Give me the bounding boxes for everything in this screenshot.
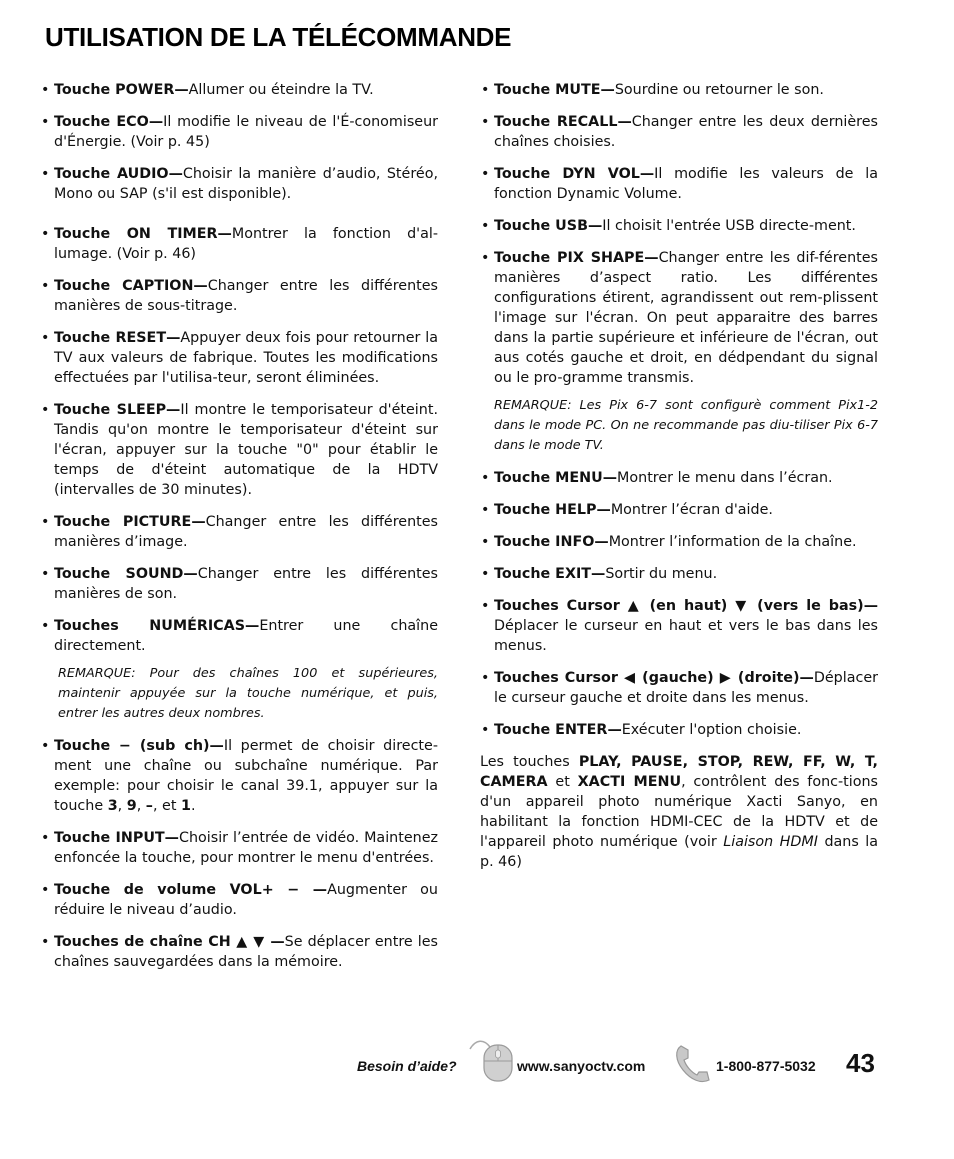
item-text: Changer entre les dif-férentes manières d’aspect ratio. Les différentes configurations étirent, agrandissent out rem-plissent l'image sur l'écran. On peut apparaitre des barres dans la partie supérieure et inférieure de l'écran, out aus cotés gauche et droit, en dédpendant du signal ou le pro-gramme transmis.	[494, 250, 878, 386]
item-key: Touche USB—	[494, 218, 603, 234]
item-text: Se déplacer entre les chaînes sauvegardées dans la mémoire.	[54, 934, 438, 970]
item-text: Montrer l’écran d'aide.	[610, 502, 773, 518]
item-text: Allumer ou éteindre la TV.	[188, 82, 374, 98]
help-label: Besoin d’aide?	[357, 1058, 457, 1074]
para-keys: PLAY, PAUSE, STOP, REW, FF, W, T, CAMERA	[480, 754, 878, 790]
minus-symbol: −	[118, 738, 131, 754]
separator: ,	[136, 798, 146, 814]
list-item	[480, 500, 878, 520]
item-key: Touche	[54, 738, 111, 754]
list-item	[40, 224, 438, 264]
bullet: •	[481, 598, 490, 614]
bullet: •	[481, 114, 490, 130]
telephone-icon	[673, 1042, 715, 1084]
item-text: Il choisit l'entrée USB directe-ment.	[602, 218, 856, 234]
remark-note: REMARQUE: Les Pix 6-7 sont configurè comment Pix1-2 dans le mode PC. On ne recommande pas diu-tiliser Pix 6-7 dans le mode TV.	[494, 398, 878, 453]
list-item	[480, 596, 878, 656]
bullet: •	[41, 514, 50, 530]
item-text: Changer entre les deux dernières chaînes choisies.	[494, 114, 878, 150]
bullet: •	[41, 166, 50, 182]
page-title: UTILISATION DE LA TÉLÉCOMMANDE	[45, 22, 512, 52]
bullet: •	[41, 566, 50, 582]
list-item	[40, 328, 438, 388]
bullet: •	[41, 934, 50, 950]
list-item	[40, 828, 438, 868]
key-digit: 1	[180, 798, 191, 814]
item-key: Touche CAPTION—	[54, 278, 208, 294]
key-digit: 9	[126, 798, 137, 814]
list-item	[480, 564, 878, 584]
item-key: Touche SLEEP—	[54, 402, 181, 418]
page-footer	[0, 1050, 954, 1090]
website-link[interactable]: www.sanyoctv.com	[517, 1058, 646, 1074]
item-key: Touche de volume VOL	[54, 882, 262, 898]
bullet: •	[41, 618, 50, 634]
item-key: Touche PICTURE—	[54, 514, 206, 530]
separator: ,	[117, 798, 127, 814]
para-keys: XACTI MENU	[577, 774, 682, 790]
list-item	[480, 668, 878, 708]
computer-mouse-icon	[468, 1035, 516, 1083]
item-text: Appuyer deux fois pour retourner la TV aux valeurs de fabrique. Toutes les modifications effectuées par l'utilisa-teur, seront éliminées.	[54, 330, 438, 386]
list-item-channel	[40, 932, 438, 972]
bullet: •	[41, 882, 50, 898]
item-key: —	[299, 882, 328, 898]
item-text: Changer entre les différentes manières de son.	[54, 566, 438, 602]
page-number: 43	[846, 1048, 875, 1078]
item-text: Déplacer le curseur en haut et vers le bas dans les menus.	[494, 618, 878, 654]
item-key: Touche RESET—	[54, 330, 181, 346]
item-text: Il montre le temporisateur d'éteint. Tandis qu'on montre le temporisateur d'éteint sur l'écran, appuyer sur la touche "0" pour établir le temps de d'éteint automatique de la HDTV (intervalles de 30 minutes).	[54, 402, 438, 498]
bullet: •	[41, 830, 50, 846]
item-key: Touche ON TIMER—	[54, 226, 232, 242]
bullet: •	[481, 218, 490, 234]
item-text: Sortir du menu.	[605, 566, 718, 582]
key-digit: –	[145, 798, 153, 814]
list-item	[480, 164, 878, 204]
bullet: •	[481, 250, 490, 266]
list-item-volume	[40, 880, 438, 920]
bullet: •	[481, 166, 490, 182]
list-item-subch	[40, 736, 438, 816]
bullet: •	[481, 534, 490, 550]
bullet: •	[481, 82, 490, 98]
item-key: Touches Cursor ▲ (en haut) ▼ (vers le bas)—	[494, 598, 878, 614]
list-item	[480, 248, 878, 388]
item-text: Changer entre les différentes manières d’image.	[54, 514, 438, 550]
list-item	[40, 400, 438, 500]
list-item	[40, 616, 438, 656]
bullet: •	[41, 82, 50, 98]
separator: .	[190, 798, 196, 814]
key-digit: 3	[107, 798, 118, 814]
item-key: Touche SOUND—	[54, 566, 198, 582]
item-key: Touche POWER—	[54, 82, 189, 98]
item-text: Il modifie le niveau de l'É-conomiseur d'Énergie. (Voir p. 45)	[54, 114, 439, 150]
list-item	[40, 564, 438, 604]
phone-number: 1-800-877-5032	[716, 1058, 816, 1074]
item-key: Touches NUMÉRICAS—	[54, 618, 260, 634]
para-text: , contrôlent des fonc-tions d'un appareil photo numérique Xacti Sanyo, en habilitant la fonction HDMI-CEC de la HDTV et de l'appareil photo numérique (voir	[480, 774, 879, 850]
item-text: Changer entre les différentes manières de sous-titrage.	[54, 278, 438, 314]
para-text: dans la p. 46)	[480, 834, 879, 870]
item-key: Touche PIX SHAPE—	[494, 250, 659, 266]
left-column	[40, 80, 438, 984]
bullet: •	[481, 566, 490, 582]
item-text: Choisir la manière d’audio, Stéréo, Mono ou SAP (s'il est disponible).	[54, 166, 438, 202]
remark-note: REMARQUE: Pour des chaînes 100 et supérieures, maintenir appuyée sur la touche numérique, et puis, entrer les autres deux nombres.	[58, 666, 438, 721]
para-text: Les touches	[480, 754, 579, 770]
list-item	[480, 112, 878, 152]
item-text: Augmenter ou réduire le niveau d’audio.	[54, 882, 438, 918]
item-key: Touche AUDIO—	[54, 166, 183, 182]
item-key: (sub ch)—	[130, 738, 224, 754]
item-text: Il modifie les valeurs de la fonction Dynamic Volume.	[494, 166, 878, 202]
item-text: Montrer le menu dans l’écran.	[617, 470, 833, 486]
item-key: Touches de chaîne CH ▲ ▼ —	[54, 934, 285, 950]
item-key: Touche MUTE—	[494, 82, 615, 98]
item-text: Il permet de choisir directe-ment une chaîne ou subchaîne numérique. Par exemple: pour choisir le canal 39.1, appuyer sur la touche	[54, 738, 438, 814]
bullet: •	[41, 114, 50, 130]
bullet: •	[481, 470, 490, 486]
item-key: Touche ENTER—	[494, 722, 622, 738]
list-item	[40, 164, 438, 204]
bullet: •	[41, 278, 50, 294]
list-item	[480, 468, 878, 488]
para-text: et	[547, 774, 578, 790]
bullet: •	[41, 402, 50, 418]
bullet: •	[41, 226, 50, 242]
list-item	[480, 216, 878, 236]
item-key: Touche DYN VOL—	[494, 166, 655, 182]
bullet: •	[41, 330, 50, 346]
list-item	[480, 80, 878, 100]
item-text: Entrer une chaîne directement.	[54, 618, 438, 654]
item-key: Touche INFO—	[494, 534, 609, 550]
item-text: Déplacer le curseur gauche et droite dans les menus.	[494, 670, 878, 706]
para-ref: Liaison HDMI	[723, 834, 818, 850]
list-item	[480, 720, 878, 740]
closing-paragraph	[480, 752, 878, 872]
item-text: Exécuter l'option choisie.	[621, 722, 802, 738]
bullet: •	[481, 722, 490, 738]
item-key: Touche ECO—	[54, 114, 164, 130]
item-key: Touche RECALL—	[494, 114, 632, 130]
right-column	[480, 80, 878, 872]
item-text: Montrer l’information de la chaîne.	[608, 534, 857, 550]
item-text: Sourdine ou retourner le son.	[614, 82, 824, 98]
bullet: •	[41, 738, 50, 754]
list-item	[40, 512, 438, 552]
list-item	[40, 276, 438, 316]
item-key: Touche EXIT—	[494, 566, 606, 582]
item-key: Touches Cursor ◀ (gauche) ▶ (droite)—	[494, 670, 814, 686]
item-key: Touche HELP—	[494, 502, 611, 518]
bullet: •	[481, 502, 490, 518]
list-item	[40, 112, 438, 152]
list-item	[40, 80, 438, 100]
bullet: •	[481, 670, 490, 686]
item-key: Touche INPUT—	[54, 830, 179, 846]
list-item	[480, 532, 878, 552]
separator: , et	[152, 798, 181, 814]
item-key: Touche MENU—	[494, 470, 618, 486]
item-text: Montrer la fonction d'al-lumage. (Voir p. 46)	[54, 226, 438, 262]
item-text: Choisir l’entrée de vidéo. Maintenez enfoncée la touche, pour montrer le menu d'entrées.	[54, 830, 438, 866]
plus-minus-symbol: + −	[261, 882, 300, 898]
